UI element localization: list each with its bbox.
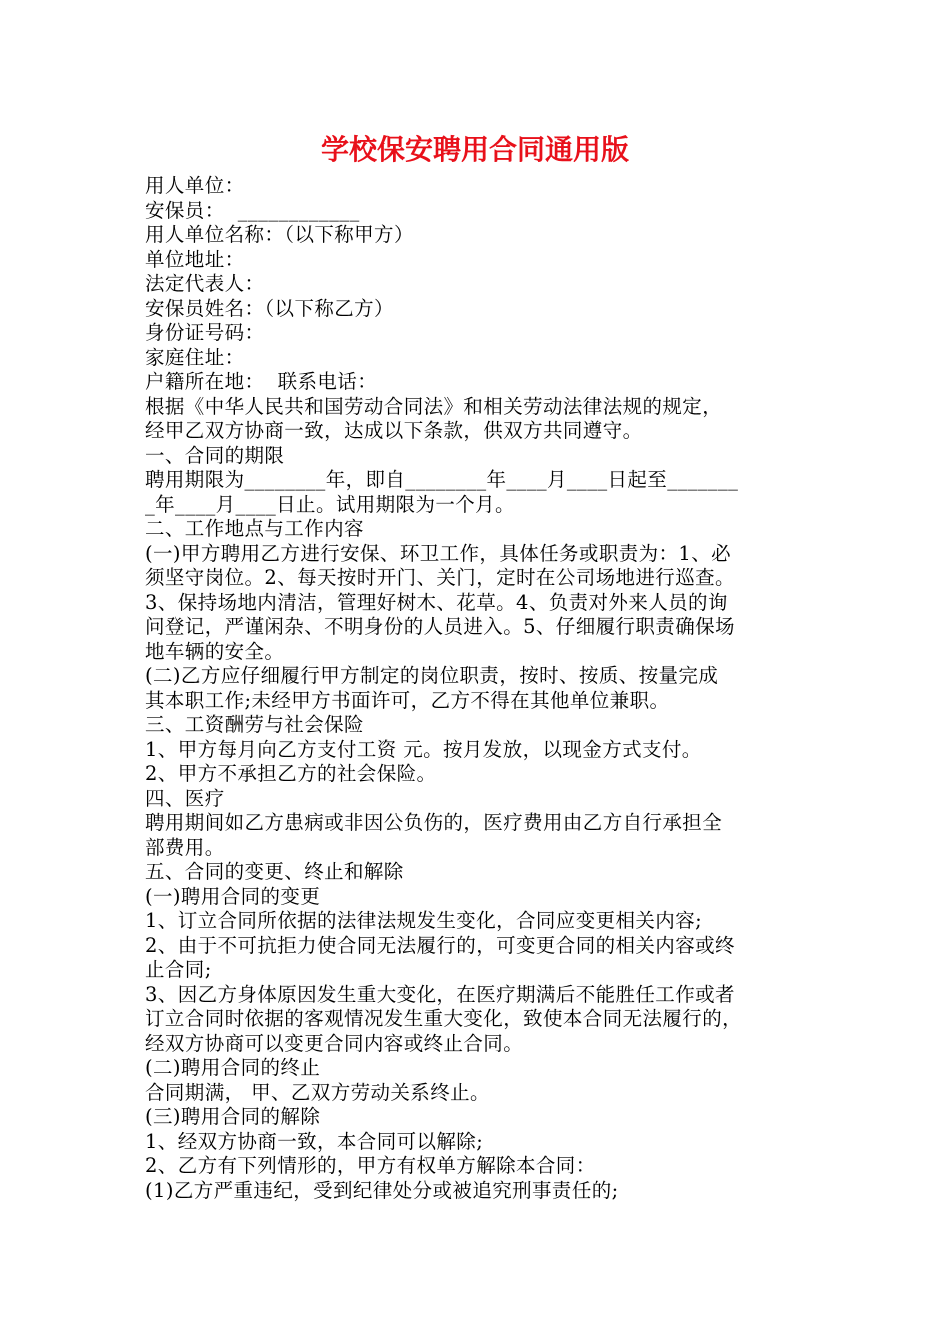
text-line: _年____月____日止。试用期限为一个月。 (145, 492, 515, 516)
text-line: 聘用期限为________年，即自________年____月____日起至_______ (145, 468, 739, 491)
text-line: 安保员姓名：（以下称乙方） (145, 296, 394, 320)
text-line: (1)乙方严重违纪，受到纪律处分或被追究刑事责任的; (145, 1178, 619, 1202)
text-line: (三)聘用合同的解除 (145, 1105, 321, 1128)
text-line: 问登记，严谨闲杂、不明身份的人员进入。5、仔细履行职责确保场 (145, 615, 735, 638)
text-line: (一)甲方聘用乙方进行安保、环卫工作，具体任务或职责为：1、必 (145, 541, 732, 565)
text-line: 2、由于不可抗拒力使合同无法履行的，可变更合同的相关内容或终 (145, 933, 735, 957)
text-line: 合同期满， 甲、乙双方劳动关系终止。 (145, 1080, 490, 1104)
text-line: (一)聘用合同的变更 (145, 884, 321, 908)
text-line: 2、乙方有下列情形的，甲方有权单方解除本合同： (145, 1154, 596, 1177)
text-line: 订立合同时依据的客观情况发生重大变化，致使本合同无法履行的， (145, 1007, 743, 1030)
text-line: (二)乙方应仔细履行甲方制定的岗位职责，按时、按质、按量完成 (145, 664, 719, 687)
text-line: 3、保持场地内清洁，管理好树木、花草。4、负责对外来人员的询 (145, 590, 728, 614)
text-line: 其本职工作;未经甲方书面许可，乙方不得在其他单位兼职。 (145, 688, 670, 712)
text-line: 身份证号码： (145, 321, 265, 344)
text-line: 部费用。 (145, 835, 225, 859)
text-line: 2、甲方不承担乙方的社会保险。 (145, 762, 437, 785)
text-line: 聘用期间如乙方患病或非因公负伤的，医疗费用由乙方自行承担全 (145, 811, 723, 834)
text-line: 1、订立合同所依据的法律法规发生变化，合同应变更相关内容; (145, 909, 703, 932)
text-line: 止合同; (145, 958, 212, 981)
text-line: 1、甲方每月向乙方支付工资 元。按月发放，以现金方式支付。 (145, 737, 702, 761)
text-line: 户籍所在地： 联系电话： (145, 370, 378, 393)
text-line: 用人单位： (145, 174, 245, 197)
text-line: 三、工资酬劳与社会保险 (145, 713, 364, 736)
text-line: 法定代表人： (145, 272, 265, 295)
text-line: 3、因乙方身体原因发生重大变化，在医疗期满后不能胜任工作或者 (145, 982, 735, 1006)
text-line: 1、经双方协商一致，本合同可以解除; (145, 1129, 484, 1153)
document-body (145, 174, 825, 1203)
text-line: 家庭住址： (145, 345, 245, 369)
document-title: 学校保安聘用合同通用版 (320, 133, 629, 166)
text-line: 用人单位名称：（以下称甲方） (145, 223, 414, 246)
text-line: 安保员： ____________ (145, 198, 360, 222)
text-line: 经甲乙双方协商一致，达成以下条款，供双方共同遵守。 (145, 419, 643, 442)
text-line: 四、医疗 (145, 786, 225, 810)
text-line: 二、工作地点与工作内容 (145, 517, 364, 540)
text-line: 单位地址： (145, 247, 245, 271)
text-line: 经双方协商可以变更合同内容或终止合同。 (145, 1031, 524, 1055)
text-line: (二)聘用合同的终止 (145, 1056, 321, 1079)
text-line: 五、合同的变更、终止和解除 (145, 860, 404, 883)
text-line: 根据《中华人民共和国劳动合同法》和相关劳动法律法规的规定， (145, 394, 723, 418)
text-line: 一、合同的期限 (145, 443, 285, 467)
text-line: 地车辆的安全。 (145, 639, 285, 663)
text-line: 须坚守岗位。2、每天按时开门、关门，定时在公司场地进行巡查。 (145, 566, 735, 589)
